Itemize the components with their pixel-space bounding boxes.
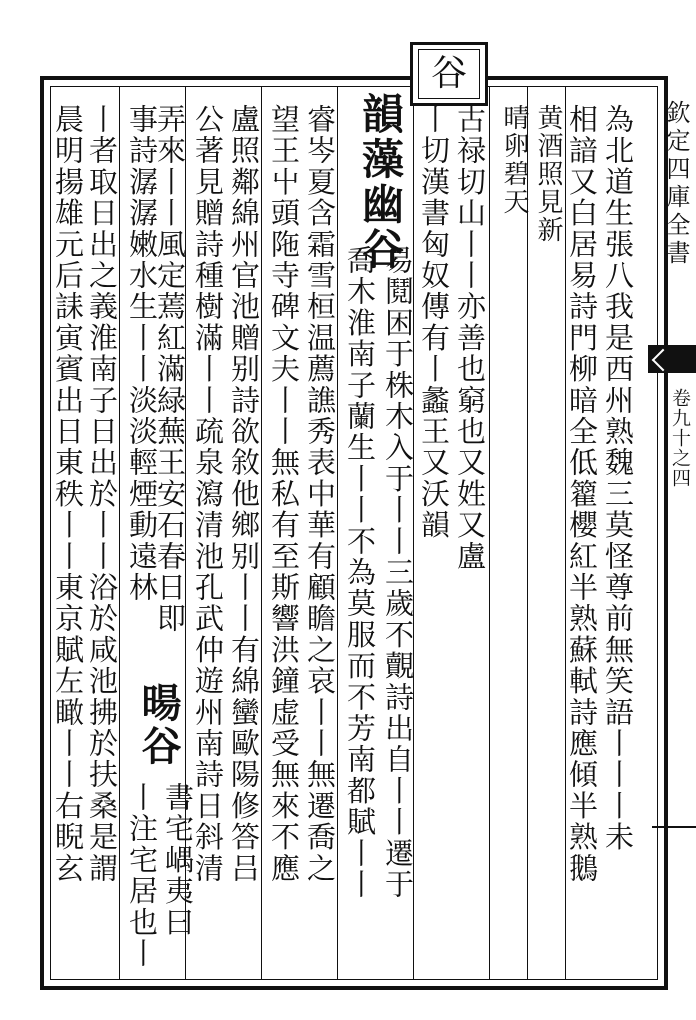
text-column-7: 易鬩困于株木入于丨丨三歲不覿詩出自丨丨遷于 [381, 245, 415, 901]
text-column-11: 盧照鄰綿州官池贈别詩欲敘他鄉别丨丨有綿蠻歐陽修答吕 [227, 104, 261, 884]
text-column-8: 喬木淮南子蘭生丨丨不為莫服而不芳南都賦丨丨 [343, 245, 377, 901]
text-column-14b: 丨注宅居也丨 [125, 782, 159, 970]
volume-label: 卷九十之四 [669, 388, 691, 488]
text-column-10: 望王屮頭陁寺碑文夫丨丨無私有至斯響洪鐘虚受無來不應 [267, 104, 301, 884]
entry-heading-yougu: 韻藻幽谷 [356, 92, 405, 272]
text-column-5: 古禄切山丨丨亦善也窮也又姓又盧 [453, 104, 487, 572]
book-title: 欽定四庫全書 [662, 100, 690, 268]
entry-heading-yanggu: 暘谷 [135, 682, 182, 768]
text-column-12: 公著見贈詩種樹滿丨丨疏泉瀉清池孔武仲遊州南詩日斜清 [191, 104, 225, 884]
text-column-3: 黄酒照見新 [533, 104, 563, 244]
column-divider [527, 86, 528, 980]
text-column-2: 相諳又白居易詩門柳暗全低籊櫻紅半熟蘇軾詩應傾半熟鵝 [565, 104, 599, 884]
text-column-6: 丨切漢書匈奴傳有丨蠡王又沃韻 [417, 104, 451, 541]
text-column-13b: 書宅嵎夷曰 [161, 782, 195, 938]
text-column-9: 睿岑夏含霜雪桓温薦譙秀表中華有顧瞻之哀丨丨無遷喬之 [303, 104, 337, 884]
text-column-15: 丨者取日出之義淮南子日出於丨丨浴於咸池拂於扶桑是謂 [85, 104, 119, 884]
margin-rule [652, 826, 696, 828]
column-divider [489, 86, 490, 980]
text-column-16: 晨明揚雄元后誄寅賓出日東秩丨丨東京賦左瞰丨丨右睨玄 [51, 104, 85, 884]
text-column-1: 為北道生張八我是西州熟魏三莫怪尊前無笑語丨丨丨未 [601, 104, 635, 853]
text-column-14a: 事詩潺潺嫩水生丨丨淡淡輕煙動遠林 [125, 104, 159, 604]
headword: 谷 [418, 49, 480, 99]
text-column-4: 晴卵碧天 [499, 104, 529, 216]
text-column-13a: 弄來丨丨風定蔫紅滿緑蕪王安石春日即 [153, 104, 187, 635]
headword-box [410, 42, 488, 106]
